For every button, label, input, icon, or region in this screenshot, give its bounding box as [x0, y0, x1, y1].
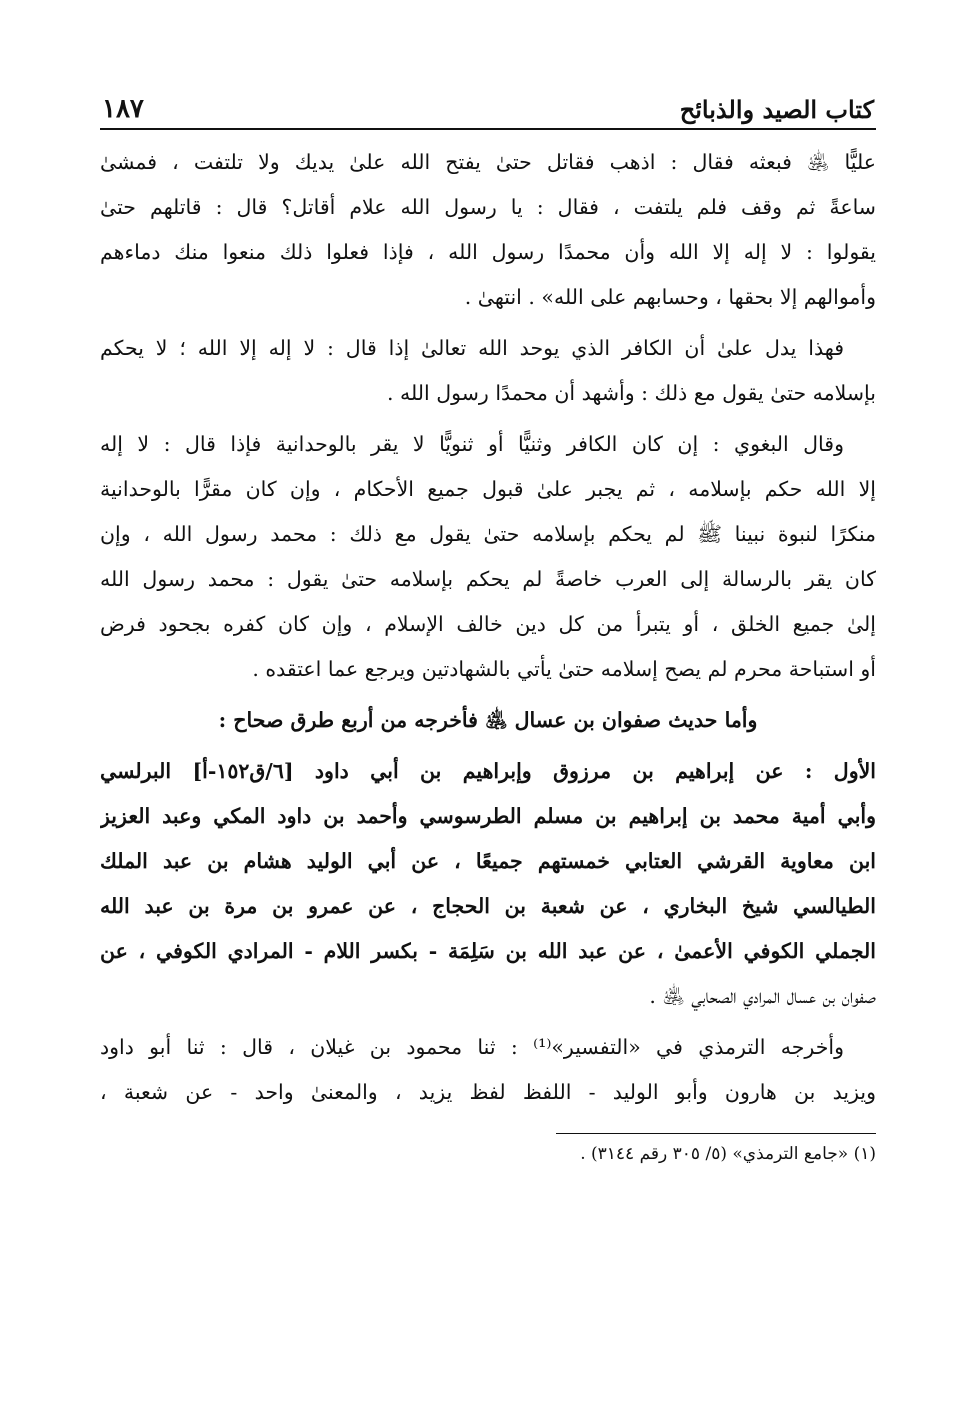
text-line: كان يقر بالرسالة إلى العرب خاصةً لم يحكم بإسلامه حتىٰ يقول : محمد رسول الله: [100, 567, 876, 591]
text-line: بإسلامه حتىٰ يقول مع ذلك : وأشهد أن محمدًا رسول الله .: [386, 381, 876, 405]
page-body: [100, 140, 876, 1115]
text-line: عليًّا ﵁ فبعثه فقال : اذهب فقاتل حتىٰ يفتح الله علىٰ يديك ولا تلتفت ، فمشىٰ: [100, 150, 876, 174]
text-line: فهذا يدل علىٰ أن الكافر الذي يوحد الله تعالىٰ إذا قال : لا إله إلا الله ؛ لا يحكم: [100, 336, 844, 360]
text-line: الجملي الكوفي الأعمىٰ ، عن عبد الله بن سَلِمَة - بكسر اللام - المرادي الكوفي ، عن: [100, 939, 876, 963]
text-line: ساعةً ثم وقف فلم يلتفت ، فقال : يا رسول الله علام أقاتل؟ قال : قاتلهم حتىٰ: [100, 195, 876, 219]
text-line: الطيالسي شيخ البخاري ، عن شعبة بن الحجاج ، عن عمرو بن مرة بن عبد الله: [100, 894, 876, 918]
text-line: إلىٰ جميع الخلق ، أو يتبرأ من كل دين خالف الإسلام ، وإن كان كفره بجحود فرض: [100, 612, 876, 636]
text-line: إلا الله حكم بإسلامه ، ثم يجبر علىٰ قبول جميع الأحكام ، وإن كان مقرًّا بالوحدانية: [100, 477, 876, 501]
page-number: ١٨٧: [102, 94, 144, 124]
text-line: ويزيد بن هارون وأبو الوليد - اللفظ لفظ يزيد ، والمعنىٰ واحد - عن شعبة ،: [100, 1080, 876, 1104]
footnote: (١) «جامع الترمذي» (٥/ ٣٠٥ رقم ٣١٤٤) .: [580, 1144, 876, 1164]
section-heading: وأما حديث صفوان بن عسال ﵁ فأخرجه من أربع طرق صحاح :: [218, 708, 758, 732]
text-line: ابن معاوية القرشي العتابي خمستهم جميعًا ، عن أبي الوليد هشام بن عبد الملك: [100, 849, 876, 873]
text-line: يقولوا : لا إله إلا الله وأن محمدًا رسول الله ، فإذا فعلوا ذلك منعوا منك دماءهم: [100, 240, 876, 264]
text-line: الأول : عن إبراهيم بن مرزوق وإبراهيم بن أبي داود [٦/ق١٥٢-أ] البرلسي: [100, 759, 876, 783]
text-line: صفوان بن عسال المرادي الصحابي ﵁ .: [649, 984, 876, 1008]
text-line: وأموالهم إلا بحقها ، وحسابهم على الله» . انتهىٰ .: [464, 285, 876, 309]
text-line: وقال البغوي : إن كان الكافر وثنيًّا أو ثنويًّا لا يقر بالوحدانية فإذا قال : لا إله: [100, 432, 844, 456]
document-page: [100, 78, 876, 1358]
chapter-title: كتاب الصيد والذبائح: [679, 95, 874, 124]
text-line: أو استباحة محرم لم يصح إسلامه حتىٰ يأتي بالشهادتين ويرجع عما اعتقده .: [252, 657, 876, 681]
page-header: [100, 78, 876, 130]
text-line: وأخرجه الترمذي في «التفسير»⁽¹⁾ : ثنا محمود بن غيلان ، قال : ثنا أبو داود: [100, 1035, 844, 1059]
text-line: منكرًا لنبوة نبينا ﷺ لم يحكم بإسلامه حتىٰ يقول مع ذلك : محمد رسول الله ، وإن: [100, 522, 876, 546]
text-line: وأبي أمية محمد بن إبراهيم بن مسلم الطرسوسي وأحمد بن داود المكي وعبد العزيز: [100, 804, 876, 828]
